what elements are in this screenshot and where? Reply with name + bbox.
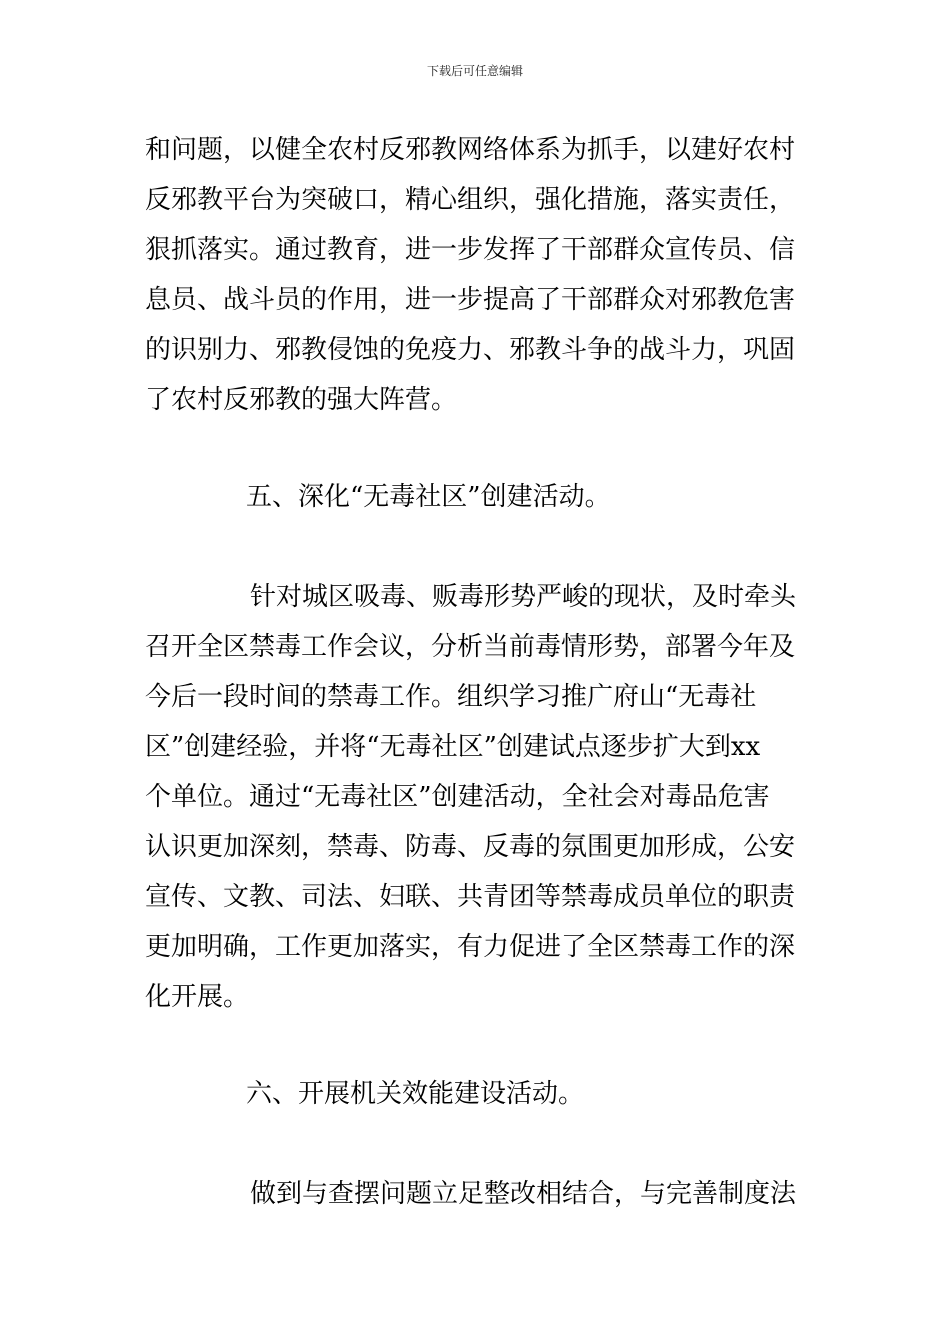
text-line: 更加明确，工作更加落实，有力促进了全区禁毒工作的深 xyxy=(145,932,796,962)
text-line: 今后一段时间的禁毒工作。组织学习推广府山“无毒社 xyxy=(145,682,757,712)
text-line: 反邪教平台为突破口，精心组织，强化措施，落实责任， xyxy=(145,185,796,215)
text-line: 召开全区禁毒工作会议，分析当前毒情形势，部署今年及 xyxy=(145,632,796,662)
text-line: 和问题，以健全农村反邪教网络体系为抓手，以建好农村 xyxy=(145,135,796,165)
text-line: 化开展。 xyxy=(145,982,250,1012)
text-line: 个单位。通过“无毒社区”创建活动，全社会对毒品危害 xyxy=(145,782,770,812)
section-heading-six: 六、开展机关效能建设活动。 xyxy=(246,1079,585,1109)
section-heading-five: 五、深化“无毒社区”创建活动。 xyxy=(246,482,611,512)
text-line: 针对城区吸毒、贩毒形势严峻的现状，及时牵头 xyxy=(250,582,797,612)
text-line: 狠抓落实。通过教育，进一步发挥了干部群众宣传员、信 xyxy=(145,235,796,265)
text-line: 的识别力、邪教侵蚀的免疫力、邪教斗争的战斗力，巩固 xyxy=(145,335,796,365)
text-line: 宣传、文教、司法、妇联、共青团等禁毒成员单位的职责 xyxy=(145,882,796,912)
text-line: 区”创建经验，并将“无毒社区”创建试点逐步扩大到xx xyxy=(145,732,761,762)
text-line: 息员、战斗员的作用，进一步提高了干部群众对邪教危害 xyxy=(145,285,796,315)
page-header: 下载后可任意编辑 xyxy=(426,64,523,78)
text-line: 认识更加深刻，禁毒、防毒、反毒的氛围更加形成，公安 xyxy=(145,832,796,862)
text-line: 做到与查摆问题立足整改相结合，与完善制度法 xyxy=(250,1179,797,1209)
text-line: 了农村反邪教的强大阵营。 xyxy=(145,385,458,415)
